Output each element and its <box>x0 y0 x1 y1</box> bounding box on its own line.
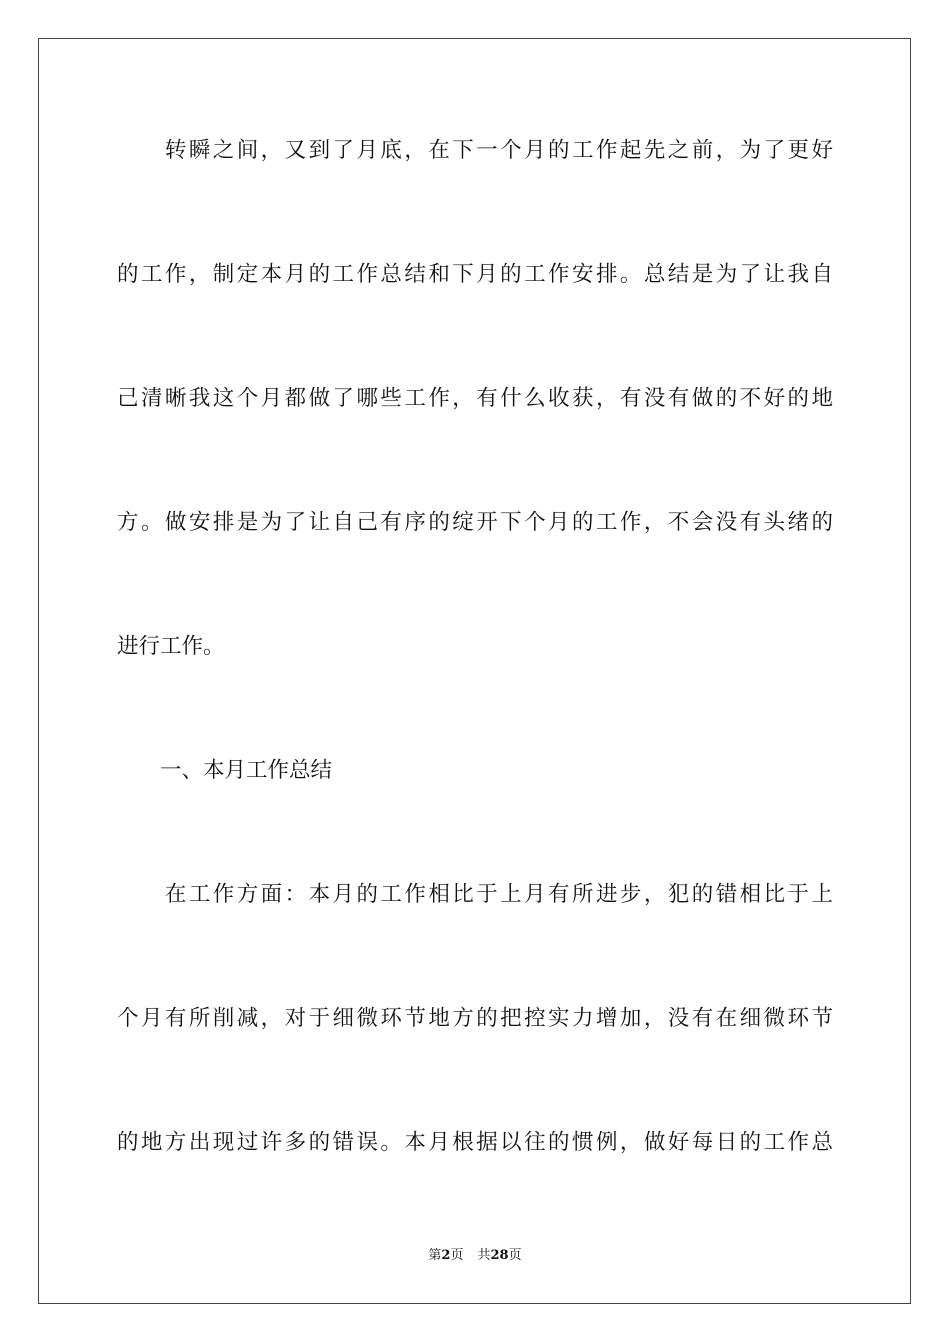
page-suffix: 页 <box>450 1248 464 1263</box>
total-prefix: 共 <box>477 1248 491 1263</box>
page-prefix: 第 <box>428 1248 442 1263</box>
section-heading: 一、本月工作总结 <box>117 758 333 783</box>
paragraph-line-4: 方。做安排是为了让自己有序的绽开下个月的工作，不会没有头绪的 <box>117 510 833 535</box>
paragraph-line-7: 个月有所削减，对于细微环节地方的把控实力增加，没有在细微环节 <box>117 1006 833 1031</box>
page-border <box>38 38 911 1304</box>
total-pages: 28 <box>490 1248 509 1263</box>
paragraph-line-1: 转瞬之间，又到了月底，在下一个月的工作起先之前，为了更好 <box>117 138 833 163</box>
paragraph-line-3: 己清晰我这个月都做了哪些工作，有什么收获，有没有做的不好的地 <box>117 386 833 411</box>
page-number: 2 <box>441 1248 451 1263</box>
paragraph-line-6: 在工作方面：本月的工作相比于上月有所进步，犯的错相比于上 <box>117 882 833 907</box>
page-footer <box>0 1247 950 1265</box>
total-suffix: 页 <box>508 1248 522 1263</box>
paragraph-line-2: 的工作，制定本月的工作总结和下月的工作安排。总结是为了让我自 <box>117 262 833 287</box>
paragraph-line-5: 进行工作。 <box>117 634 225 659</box>
paragraph-line-8: 的地方出现过许多的错误。本月根据以往的惯例，做好每日的工作总 <box>117 1130 833 1155</box>
